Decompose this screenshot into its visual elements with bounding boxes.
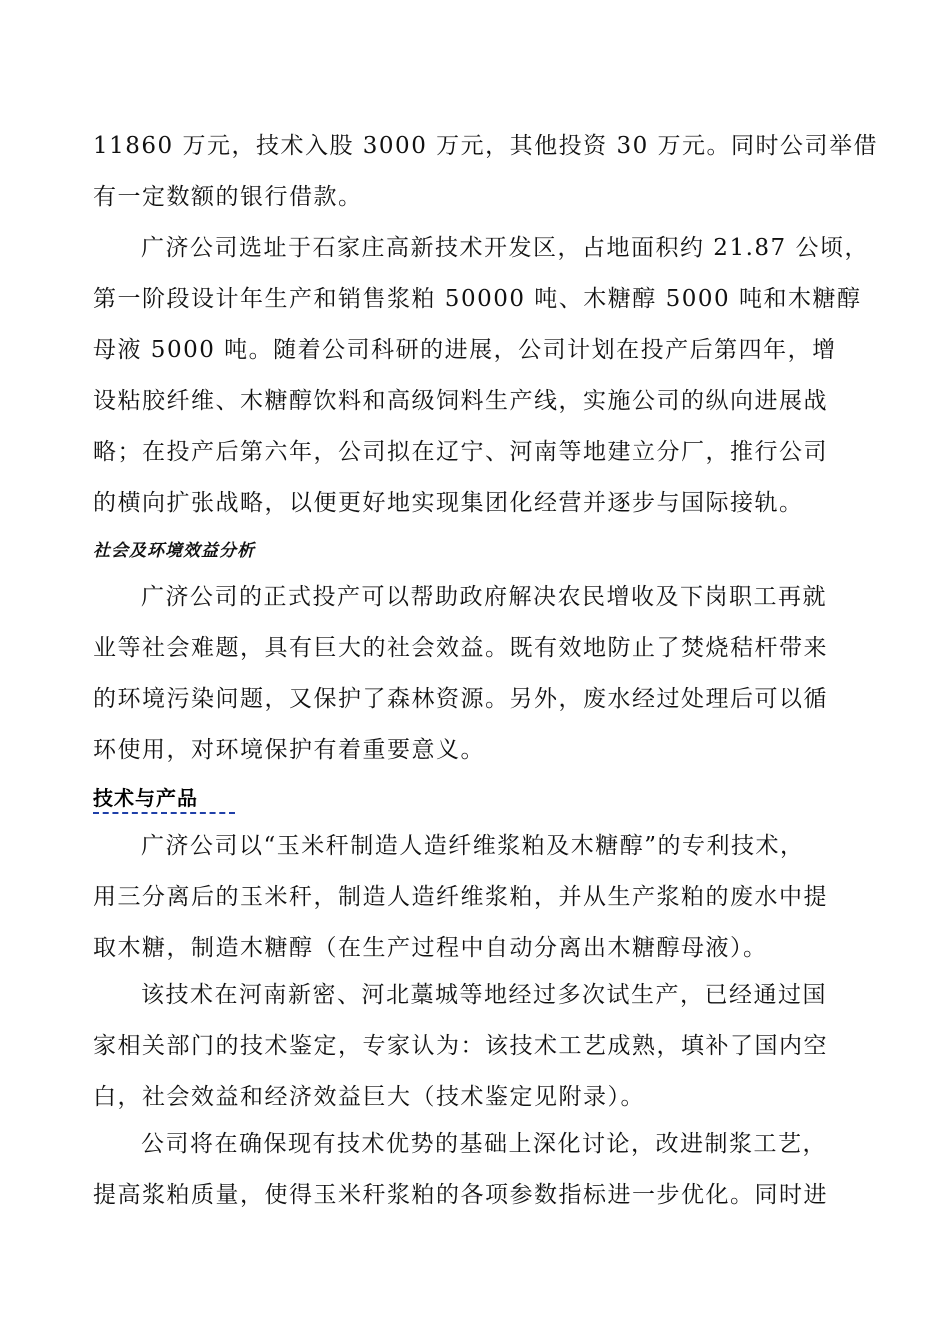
text-line: 环使用，对环境保护有着重要意义。 xyxy=(93,737,485,763)
section-heading-technology-products: 技术与产品 xyxy=(93,786,198,810)
text-line: 母液 5000 吨。随着公司科研的进展，公司计划在投产后第四年，增 xyxy=(93,337,837,363)
paragraph-future-research xyxy=(93,1119,861,1221)
text-line: 的环境污染问题，又保护了森林资源。另外，废水经过处理后可以循 xyxy=(93,686,828,712)
text-line: 有一定数额的银行借款。 xyxy=(93,184,363,210)
paragraph-company-site xyxy=(93,223,869,529)
text-line: 的横向扩张战略，以便更好地实现集团化经营并逐步与国际接轨。 xyxy=(93,490,804,516)
text-line: 第一阶段设计年生产和销售浆粕 50000 吨、木糖醇 5000 吨和木糖醇 xyxy=(93,286,862,312)
text-line: 该技术在河南新密、河北藁城等地经过多次试生产，已经通过国 xyxy=(141,982,827,1008)
text-line: 设粘胶纤维、木糖醇饮料和高级饲料生产线，实施公司的纵向进展战 xyxy=(93,388,828,414)
paragraph-investment xyxy=(93,121,879,223)
text-line: 广济公司的正式投产可以帮助政府解决农民增收及下岗职工再就 xyxy=(141,584,827,610)
text-line: 白，社会效益和经济效益巨大（技术鉴定见附录）。 xyxy=(93,1084,645,1110)
section-heading-social-environment: 社会及环境效益分析 xyxy=(93,541,255,561)
text-line: 公司将在确保现有技术优势的基础上深化讨论，改进制浆工艺， xyxy=(141,1131,827,1157)
text-line: 广济公司选址于石家庄高新技术开发区，占地面积约 21.87 公顷， xyxy=(141,235,869,261)
text-line: 11860 万元，技术入股 3000 万元，其他投资 30 万元。同时公司举借 xyxy=(93,133,879,159)
text-line: 取木糖，制造木糖醇（在生产过程中自动分离出木糖醇母液）。 xyxy=(93,935,768,961)
text-line: 用三分离后的玉米秆，制造人造纤维浆粕，并从生产浆粕的废水中提 xyxy=(93,884,828,910)
paragraph-patent-technology xyxy=(93,821,861,974)
text-line: 略；在投产后第六年，公司拟在辽宁、河南等地建立分厂，推行公司 xyxy=(93,439,828,465)
paragraph-social-benefits xyxy=(93,572,861,776)
heading-dashed-underline xyxy=(93,812,235,814)
text-line: 广济公司以“玉米秆制造人造纤维浆粕及木糖醇”的专利技术， xyxy=(141,833,805,859)
text-line: 提高浆粕质量，使得玉米秆浆粕的各项参数指标进一步优化。同时进 xyxy=(93,1182,828,1208)
text-line: 家相关部门的技术鉴定，专家认为：该技术工艺成熟，填补了国内空 xyxy=(93,1033,828,1059)
paragraph-technical-appraisal xyxy=(93,970,861,1123)
text-line: 业等社会难题，具有巨大的社会效益。既有效地防止了焚烧秸杆带来 xyxy=(93,635,828,661)
